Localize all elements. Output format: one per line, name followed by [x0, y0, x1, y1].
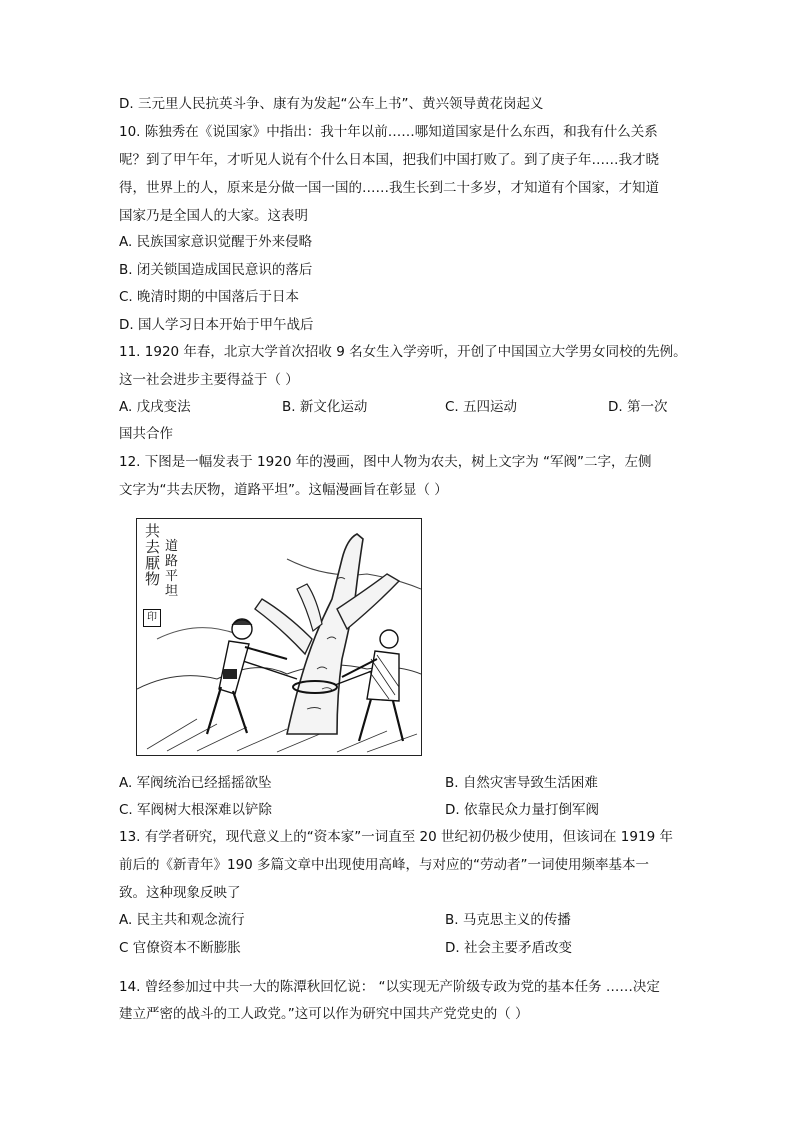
q10-option-a: A. 民族国家意识觉醒于外来侵略 — [119, 234, 313, 250]
q13-stem-line-2: 前后的《新青年》190 多篇文章中出现使用高峰，与对应的“劳动者”一词使用频率基本一 — [119, 857, 650, 873]
q13-option-a: A. 民主共和观念流行 — [119, 912, 245, 928]
q10-stem-line-4: 国家乃是全国人的大家。这表明 — [119, 208, 308, 224]
q10-stem-line-1: 10. 陈独秀在《说国家》中指出：我十年以前……哪知道国家是什么东西，和我有什么关系 — [119, 124, 658, 140]
q11-stem-line-2: 这一社会进步主要得益于（ ） — [119, 372, 299, 388]
q12-option-d: D. 依靠民众力量打倒军阀 — [445, 802, 599, 818]
q10-stem-line-3: 得，世界上的人，原来是分做一国一国的……我生长到二十多岁，才知道有个国家，才知道 — [119, 180, 659, 196]
q10-option-d: D. 国人学习日本开始于甲午战后 — [119, 317, 314, 333]
cartoon-image — [136, 518, 422, 756]
q12-stem-line-2: 文字为“共去厌物，道路平坦”。这幅漫画旨在彰显（ ） — [119, 482, 448, 498]
q13-option-b: B. 马克思主义的传播 — [445, 912, 571, 928]
q11-option-a: A. 戊戌变法 — [119, 399, 191, 415]
q14-stem-line-1: 14. 曾经参加过中共一大的陈潭秋回忆说： “以实现无产阶级专政为党的基本任务 ……决定 — [119, 979, 660, 995]
q10-stem-line-2: 呢？到了甲午年，才听见人说有个什么日本国，把我们中国打败了。到了庚子年……我才晓 — [119, 152, 659, 168]
q11-option-c: C. 五四运动 — [445, 399, 518, 415]
q12-stem-line-1: 12. 下图是一幅发表于 1920 年的漫画，图中人物为农夫，树上文字为 “军阀”二字，左侧 — [119, 454, 652, 470]
cartoon-inscription-col-1: 共去厭物 — [145, 522, 161, 588]
q12-option-a: A. 军阀统治已经摇摇欲坠 — [119, 775, 272, 791]
q10-option-c: C. 晚清时期的中国落后于日本 — [119, 289, 300, 305]
q9-option-d: D. 三元里人民抗英斗争、康有为发起“公车上书”、黄兴领导黄花岗起义 — [119, 96, 544, 112]
q11-stem-line-1: 11. 1920 年春，北京大学首次招收 9 名女生入学旁听，开创了中国国立大学男女同校的先例。 — [119, 344, 687, 360]
q14-stem-line-2: 建立严密的战斗的工人政党。”这可以作为研究中国共产党党史的（ ） — [119, 1006, 529, 1022]
cartoon-seal: 印 — [143, 609, 161, 627]
q13-stem-line-3: 致。这种现象反映了 — [119, 885, 241, 901]
q13-option-d: D. 社会主要矛盾改变 — [445, 940, 572, 956]
q12-option-c: C. 军阀树大根深难以铲除 — [119, 802, 273, 818]
q12-option-b: B. 自然灾害导致生活困难 — [445, 775, 598, 791]
q11-option-d-wrap: 国共合作 — [119, 426, 173, 442]
q10-option-b: B. 闭关锁国造成国民意识的落后 — [119, 262, 313, 278]
q13-stem-line-1: 13. 有学者研究，现代意义上的“资本家”一词直至 20 世纪初仍极少使用，但该词在 1919 年 — [119, 829, 673, 845]
q11-option-b: B. 新文化运动 — [282, 399, 368, 415]
q11-option-d: D. 第一次 — [608, 399, 668, 415]
cartoon-inscription-col-2: 道路平坦 — [165, 539, 179, 599]
q13-option-c: C 官僚资本不断膨胀 — [119, 940, 241, 956]
